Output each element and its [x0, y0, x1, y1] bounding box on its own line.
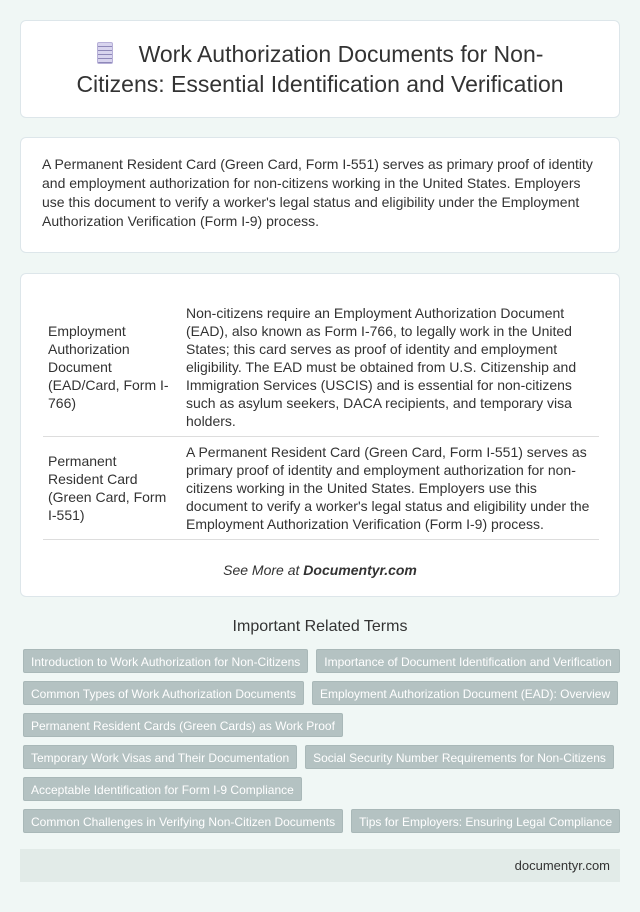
related-term-tag[interactable]: Importance of Document Identification and Verification [316, 649, 620, 673]
footer-site[interactable]: documentyr.com [514, 858, 610, 873]
header-card [20, 20, 620, 118]
see-more: See More at Documentyr.com [223, 562, 417, 578]
related-term-tag[interactable]: Permanent Resident Cards (Green Cards) as Work Proof [23, 713, 343, 737]
footer [20, 849, 620, 882]
description-cell: Non-citizens require an Employment Authorization Document (EAD), also known as Form I-766, to legally work in the United States; this card serves as proof of identity and employment eligibility. The EAD must be obtained from U.S. Citizenship and Immigration Services (USCIS) and is essential for non-citizens such as asylum seekers, DACA recipients, and temporary visa holders. [181, 298, 599, 437]
related-terms-title: Important Related Terms [232, 618, 408, 635]
related-term-tag[interactable]: Introduction to Work Authorization for Non-Citizens [23, 649, 308, 673]
related-term-tag[interactable]: Social Security Number Requirements for Non-Citizens [305, 745, 614, 769]
related-term-tag[interactable]: Acceptable Identification for Form I-9 Compliance [23, 777, 302, 801]
term-cell: Permanent Resident Card (Green Card, Form I-551) [43, 437, 181, 540]
description-cell: A Permanent Resident Card (Green Card, Form I-551) serves as primary proof of identity and employment authorization for non-citizens working in the United States. Employers use this document to verify a worker's legal status and eligibility under the Employment Authorization Verification (Form I-9) process. [181, 437, 599, 540]
summary-text: A Permanent Resident Card (Green Card, Form I-551) serves as primary proof of identity and employment authorization for non-citizens working in the United States. Employers use this document to verify a worker's legal status and eligibility under the Employment Authorization Verification (Form I-9) process. [42, 156, 593, 229]
table-row [43, 437, 599, 540]
related-term-tag[interactable]: Common Types of Work Authorization Documents [23, 681, 304, 705]
document-scroll-icon [97, 42, 113, 64]
related-term-tag[interactable]: Temporary Work Visas and Their Documentation [23, 745, 297, 769]
definitions-table [43, 298, 599, 540]
related-term-tag[interactable]: Employment Authorization Document (EAD): Overview [312, 681, 618, 705]
related-term-tag[interactable]: Tips for Employers: Ensuring Legal Compliance [351, 809, 620, 833]
table-row [43, 298, 599, 437]
term-cell: Employment Authorization Document (EAD/Card, Form I-766) [43, 298, 181, 437]
definitions-card [20, 273, 620, 597]
summary-card [20, 137, 620, 253]
see-more-link[interactable]: Documentyr.com [303, 562, 417, 578]
page-title: Work Authorization Documents for Non-Citizens: Essential Identification and Verification [76, 41, 564, 97]
related-term-tag[interactable]: Common Challenges in Verifying Non-Citizen Documents [23, 809, 343, 833]
related-terms-list [23, 649, 623, 833]
